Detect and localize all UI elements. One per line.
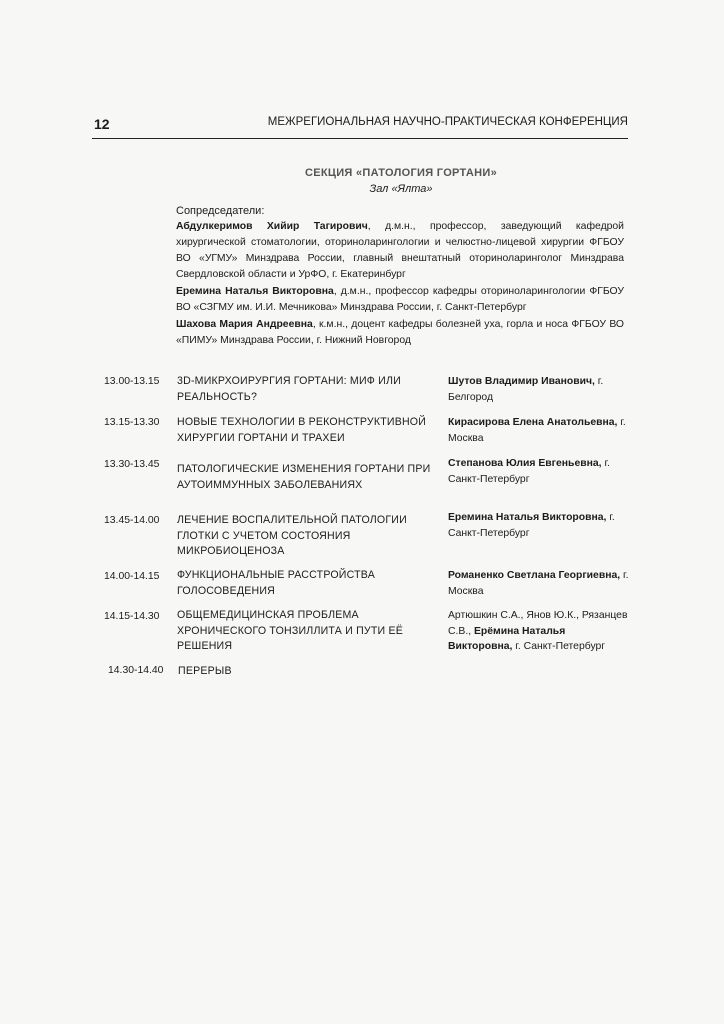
talk-topic: НОВЫЕ ТЕХНОЛОГИИ В РЕКОНСТРУКТИВНОЙ ХИРУРГИИ ГОРТАНИ И ТРАХЕИ <box>177 416 427 444</box>
time-slot: 13.15-13.30 <box>104 417 160 428</box>
talk-speaker <box>448 608 630 655</box>
time-slot: 13.30-13.45 <box>104 459 160 470</box>
cochair-entry <box>176 317 624 349</box>
talk-speaker <box>448 510 630 541</box>
section-title: СЕКЦИЯ «ПАТОЛОГИЯ ГОРТАНИ» <box>304 167 497 179</box>
talk-speaker <box>448 374 630 405</box>
cochair-details: , д.м.н., профессор, заведующий кафедрой хирургической стоматологии, оториноларингологии и челюстно-лицевой хирургии ФГБОУ ВО «УГМУ» Минздрава России, главный внештатный оториноларинголог Минздрава Свердловской области и УрФО, г. Екатеринбург <box>176 221 624 280</box>
cochair-details: , д.м.н., профессор кафедры оториноларингологии ФГБОУ ВО «СЗГМУ им. И.И. Мечникова» Минздрава России, г. Санкт-Петербург <box>176 286 624 313</box>
time-slot: 14.15-14.30 <box>104 611 160 622</box>
speaker-name: Степанова Юлия Евгеньевна, <box>448 458 602 469</box>
speaker-city: г. Санкт-Петербург <box>448 512 615 539</box>
talk-topic: ОБЩЕМЕДИЦИНСКАЯ ПРОБЛЕМА ХРОНИЧЕСКОГО ТОНЗИЛЛИТА И ПУТИ ЕЁ РЕШЕНИЯ <box>177 609 404 652</box>
cochair-name: Абдулкеримов Хийир Тагирович <box>176 221 368 232</box>
speaker-name: Ерёмина Наталья Викторовна, <box>448 625 566 652</box>
header-divider <box>92 138 628 139</box>
speaker-name: Кирасирова Елена Анатольевна, <box>448 417 618 428</box>
speaker-coauthors: Артюшкин С.А., Янов Ю.К., Рязанцев С.В., <box>448 610 628 637</box>
talk-speaker <box>448 568 630 599</box>
time-slot: 14.00-14.15 <box>104 571 160 582</box>
talk-topic: ФУНКЦИОНАЛЬНЫЕ РАССТРОЙСТВА ГОЛОСОВЕДЕНИЯ <box>177 569 375 597</box>
talk-topic: 3D-МИКРХОИРУРГИЯ ГОРТАНИ: МИФ ИЛИ РЕАЛЬНОСТЬ? <box>177 375 401 403</box>
cochair-entry <box>176 284 624 316</box>
section-hall: Зал «Ялта» <box>369 183 433 195</box>
talk-topic: ПАТОЛОГИЧЕСКИЕ ИЗМЕНЕНИЯ ГОРТАНИ ПРИ АУТОИММУННЫХ ЗАБОЛЕВАНИЯХ <box>177 463 431 491</box>
talk-topic: ЛЕЧЕНИЕ ВОСПАЛИТЕЛЬНОЙ ПАТОЛОГИИ ГЛОТКИ С УЧЕТОМ СОСТОЯНИЯ МИКРОБИОЦЕНОЗА <box>177 514 407 557</box>
speaker-city: г. Москва <box>448 570 629 597</box>
break-label: ПЕРЕРЫВ <box>178 665 232 677</box>
cochairs-label: Сопредседатели: <box>176 205 265 217</box>
speaker-city: г. Москва <box>448 417 626 444</box>
speaker-name: Еремина Наталья Викторовна, <box>448 512 607 523</box>
cochair-name: Шахова Мария Андреевна <box>176 319 313 330</box>
time-slot: 13.45-14.00 <box>104 515 160 526</box>
speaker-name: Шутов Владимир Иванович, <box>448 376 595 387</box>
page-number: 12 <box>94 116 110 132</box>
cochair-name: Еремина Наталья Викторовна <box>176 286 334 297</box>
talk-speaker <box>448 456 630 487</box>
break-time-slot: 14.30-14.40 <box>108 665 164 676</box>
speaker-city: г. Белгород <box>448 376 604 403</box>
speaker-city: г. Санкт-Петербург <box>448 458 610 485</box>
running-header: МЕЖРЕГИОНАЛЬНАЯ НАУЧНО-ПРАКТИЧЕСКАЯ КОНФЕРЕНЦИЯ <box>267 116 628 128</box>
cochair-entry <box>176 219 624 283</box>
cochair-details: , к.м.н., доцент кафедры болезней уха, горла и носа ФГБОУ ВО «ПИМУ» Минздрава России, г. Нижний Новгород <box>176 319 624 346</box>
time-slot: 13.00-13.15 <box>104 376 160 387</box>
talk-speaker <box>448 415 630 446</box>
speaker-city: г. Санкт-Петербург <box>512 641 606 652</box>
speaker-name: Романенко Светлана Георгиевна, <box>448 570 621 581</box>
